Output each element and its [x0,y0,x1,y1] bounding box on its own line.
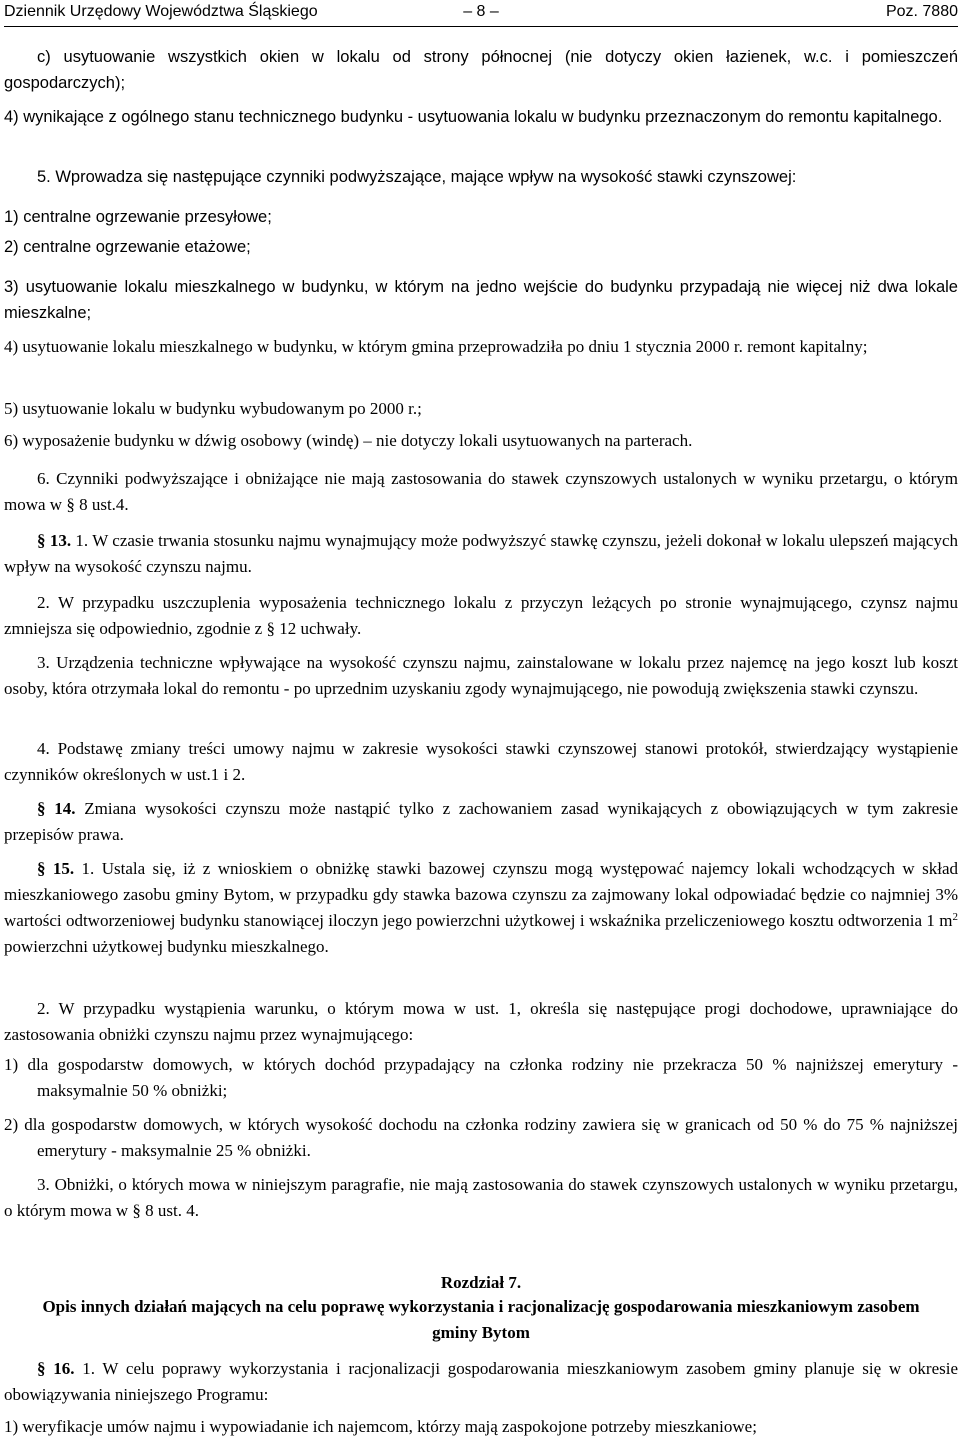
superscript: 2 [952,911,958,923]
list-item [4,1112,958,1164]
section-paragraph [4,796,958,848]
section-number: § 15. [37,859,75,878]
position-number: Poz. 7880 [885,3,958,20]
paragraph [4,466,958,518]
paragraph [4,650,958,702]
section-number: § 13. [37,531,72,550]
paragraph-text: 1. Ustala się, iż z wnioskiem o obniżkę stawki bazowej czynszu mogą występować najemcy lokali wchodzących w skład mieszkaniowego zasobu gminy Bytom, w przypadku gdy stawka bazowa czynszu za zajmowany lokal odpowiadać będzie co najmniej 3% wartości odtworzeniowej budynku stanowiącej iloczyn jego powierzchni użytkowej i wskaźnika przeliczeniowego kosztu odtworzenia 1 m [4,859,958,930]
journal-title: Dziennik Urzędowy Województwa Śląskiego [4,3,318,20]
list-item [4,234,958,260]
paragraph-text: 3. Urządzenia techniczne wpływające na wysokość czynszu najmu, zainstalowane w lokalu przez najemcę na jego koszt lub koszt osoby, która otrzymała lokal do remontu - po uprzednim uzyskaniu zgody wynajmującego, nie powodują zwiększenia stawki czynszu. [4,653,958,698]
paragraph [4,590,958,642]
paragraph-text: 3. Obniżki, o których mowa w niniejszym paragrafie, nie mają zastosowania do stawek czynszowych ustalonych w wyniku przetargu, o którym mowa w § 8 ust. 4. [4,1175,958,1220]
paragraph [4,996,958,1048]
chapter-title-text: Opis innych działań mających na celu poprawę wykorzystania i racjonalizację gospodarowania mieszkaniowym zasobem gminy Bytom [42,1297,920,1342]
section-paragraph [4,528,958,580]
chapter-number: Rozdział 7. [440,1273,522,1292]
paragraph-text: 1) centralne ogrzewanie przesyłowe; [4,208,272,226]
list-item [4,428,958,454]
paragraph-text: 2) centralne ogrzewanie etażowe; [4,238,251,256]
list-item [4,1052,958,1104]
paragraph-text: 6) wyposażenie budynku w dźwig osobowy (windę) – nie dotyczy lokali usytuowanych na parterach. [4,431,693,450]
list-item [4,274,958,326]
paragraph-text: 1) weryfikacje umów najmu i wypowiadanie ich najemcom, którzy mają zaspokojone potrzeby mieszkaniowe; [4,1417,757,1436]
paragraph-text: 1. W czasie trwania stosunku najmu wynajmujący może podwyższyć stawkę czynszu, jeżeli dokonał w lokalu ulepszeń mających wpływ na wysokość czynszu najmu. [4,531,959,576]
page-header [4,2,958,27]
page-number: – 8 – [463,3,499,20]
paragraph-text: 5. Wprowadza się następujące czynniki podwyższające, mające wpływ na wysokość stawki czynszowej: [37,168,797,186]
paragraph-text: 2. W przypadku uszczuplenia wyposażenia technicznego lokalu z przyczyn leżących po stronie wynajmującego, czynsz najmu zmniejsza się odpowiednio, zgodnie z § 12 uchwały. [4,593,958,638]
list-item [4,396,958,422]
chapter-title [24,1294,938,1346]
paragraph-text: 5) usytuowanie lokalu w budynku wybudowanym po 2000 r.; [4,399,422,418]
paragraph [4,736,958,788]
paragraph-text: 1) dla gospodarstw domowych, w których dochód przypadający na członka rodziny nie przekracza 50 % najniższej emerytury - maksymalnie 50 % obniżki; [4,1055,958,1100]
paragraph [4,164,958,190]
paragraph-text: powierzchni użytkowej budynku mieszkalnego. [4,937,329,956]
paragraph [4,1172,958,1224]
paragraph-text: 4) wynikające z ogólnego stanu technicznego budynku - usytuowania lokalu w budynku przeznaczonym do remontu kapitalnego. [4,108,943,126]
paragraph-text: 4. Podstawę zmiany treści umowy najmu w zakresie wysokości stawki czynszowej stanowi protokół, stwierdzający wystąpienie czynników określonych w ust.1 i 2. [4,739,958,784]
paragraph-text: 6. Czynniki podwyższające i obniżające nie mają zastosowania do stawek czynszowych ustalonych w wyniku przetargu, o którym mowa w § 8 ust.4. [4,469,958,514]
chapter-heading [4,1270,958,1296]
paragraph-text: Zmiana wysokości czynszu może nastąpić tylko z zachowaniem zasad wynikających z obowiązujących w tym zakresie przepisów prawa. [4,799,959,844]
paragraph-text: 2) dla gospodarstw domowych, w których wysokość dochodu na członka rodziny zawiera się w granicach od 50 % do 75 % najniższej emerytury - maksymalnie 25 % obniżki. [4,1115,958,1160]
section-number: § 16. [37,1359,75,1378]
paragraph-text: 3) usytuowanie lokalu mieszkalnego w budynku, w którym na jedno wejście do budynku przypadają nie więcej niż dwa lokale mieszkalne; [4,278,958,322]
paragraph-text: 1. W celu poprawy wykorzystania i racjonalizacji gospodarowania mieszkaniowym zasobem gminy planuje się w okresie obowiązywania niniejszego Programu: [4,1359,959,1404]
section-number: § 14. [37,799,76,818]
list-item [4,1414,958,1440]
paragraph-text: c) usytuowanie wszystkich okien w lokalu od strony północnej (nie dotyczy okien łazienek, w.c. i pomieszczeń gospodarczych); [4,48,958,92]
paragraph [4,44,958,96]
list-item [4,104,958,130]
section-paragraph [4,856,958,960]
paragraph-text: 4) usytuowanie lokalu mieszkalnego w budynku, w którym gmina przeprowadziła po dniu 1 stycznia 2000 r. remont kapitalny; [4,337,868,356]
paragraph-text: 2. W przypadku wystąpienia warunku, o którym mowa w ust. 1, określa się następujące progi dochodowe, uprawniające do zastosowania obniżki czynszu najmu przez wynajmującego: [4,999,958,1044]
list-item [4,204,958,230]
section-paragraph [4,1356,958,1408]
list-item [4,334,958,360]
